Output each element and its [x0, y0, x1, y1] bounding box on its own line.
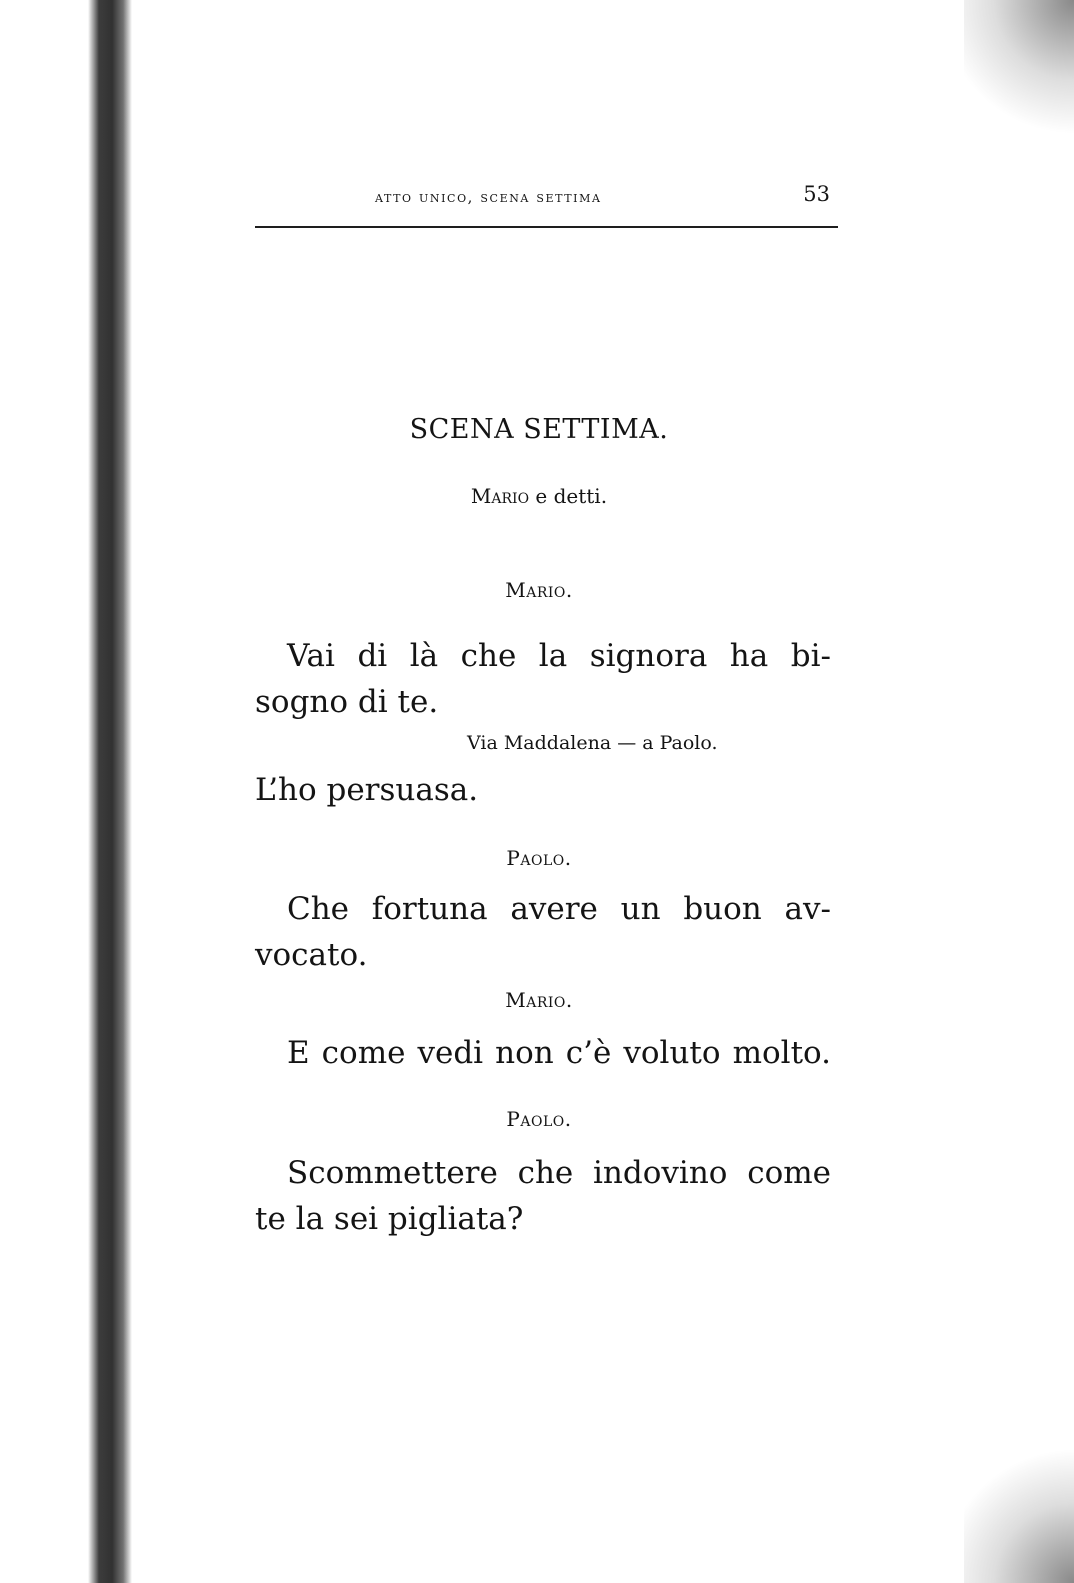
stage-direction: Via Maddalena — a Paolo. — [467, 732, 718, 754]
running-title: atto unico, scena settima — [375, 188, 602, 206]
book-page — [255, 170, 838, 1237]
dialogue-line: vocato. — [255, 937, 368, 973]
dialogue-line: Che fortuna avere un buon av- — [287, 891, 831, 927]
dialogue-line: te la sei pigliata? — [255, 1201, 524, 1237]
page-binding-shadow — [88, 0, 132, 1583]
speaker-paolo-1: Paolo. — [506, 846, 572, 870]
dialogue-line: sogno di te. — [255, 684, 439, 720]
scene-title: SCENA SETTIMA. — [409, 414, 669, 445]
page-number: 53 — [803, 182, 830, 206]
cast-list — [255, 484, 823, 508]
dialogue-line: Vai di là che la signora ha bi- — [287, 638, 831, 674]
speaker-mario-1: Mario. — [505, 578, 573, 602]
speaker-mario-2: Mario. — [505, 988, 573, 1012]
speaker-paolo-2: Paolo. — [506, 1107, 572, 1131]
cast-name: Mario — [470, 484, 530, 508]
scan-noise-bottom-right — [964, 1443, 1074, 1583]
dialogue-line: L’ho persuasa. — [255, 772, 479, 808]
header-rule — [255, 226, 838, 228]
cast-rest: e detti. — [529, 484, 608, 508]
scan-noise-top-right — [964, 0, 1074, 140]
running-header — [255, 170, 838, 218]
dialogue-line: E come vedi non c’è voluto molto. — [287, 1035, 831, 1071]
dialogue-line: Scommettere che indovino come — [287, 1155, 831, 1191]
